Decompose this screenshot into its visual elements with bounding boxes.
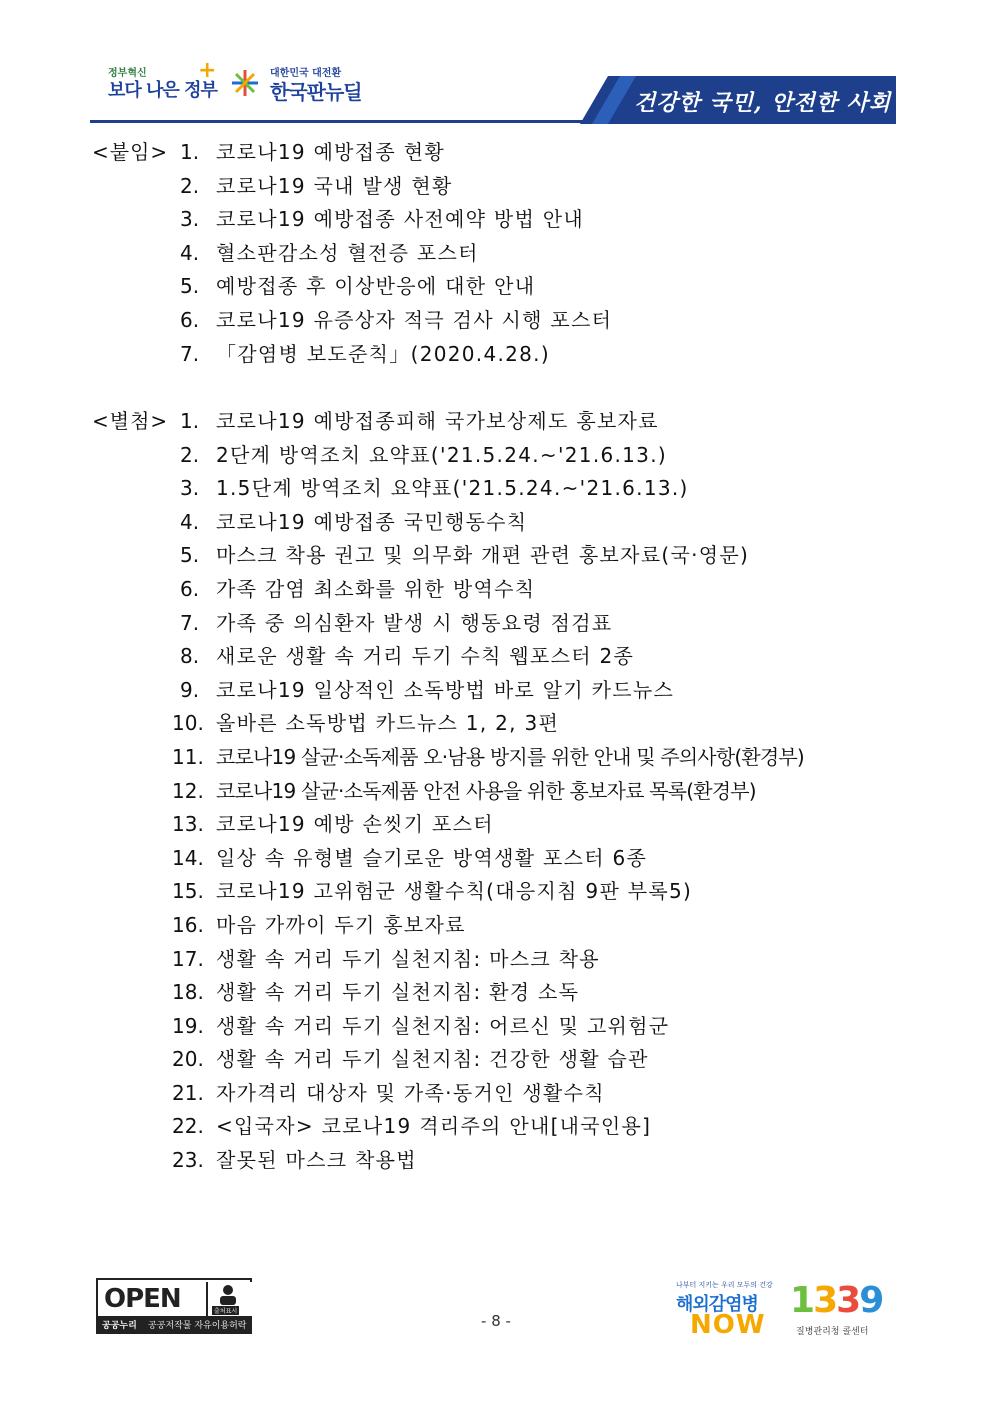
item-number: 10. bbox=[172, 711, 204, 736]
item-text: 코로나19 유증상자 적극 검사 시행 포스터 bbox=[216, 307, 613, 332]
section-tag: <붙임> bbox=[92, 140, 169, 164]
item-text: 1.5단계 방역조치 요약표('21.5.24.~'21.6.13.) bbox=[216, 476, 689, 501]
logo-1339-digit-1: 1 bbox=[790, 1280, 814, 1321]
item-text: 코로나19 일상적인 소독방법 바로 알기 카드뉴스 bbox=[216, 677, 675, 702]
item-text: 마스크 착용 권고 및 의무화 개편 관련 홍보자료(국·영문) bbox=[216, 543, 750, 568]
item-number: 19. bbox=[172, 1013, 204, 1038]
item-number: 14. bbox=[172, 845, 204, 870]
korean-new-deal-logo bbox=[230, 60, 370, 110]
overseas-infection-now-logo bbox=[676, 1280, 776, 1340]
call-center-label: 질병관리청 콜센터 bbox=[796, 1327, 869, 1337]
item-number: 12. bbox=[172, 778, 204, 803]
item-number: 2. bbox=[180, 442, 200, 467]
item-text: 마음 가까이 두기 홍보자료 bbox=[216, 912, 466, 937]
government-innovation-logo bbox=[108, 60, 218, 110]
page-header bbox=[0, 0, 992, 130]
item-text: 코로나19 고위험군 생활수칙(대응지침 9판 부록5) bbox=[216, 879, 693, 904]
item-text: 새로운 생활 속 거리 두기 수칙 웹포스터 2종 bbox=[216, 644, 635, 669]
sparkle-icon bbox=[230, 68, 260, 98]
open-word: OPEN bbox=[104, 1284, 181, 1314]
item-text: 코로나19 예방접종피해 국가보상제도 홍보자료 bbox=[216, 409, 659, 433]
item-number: 3. bbox=[180, 207, 200, 232]
item-number: 7. bbox=[180, 341, 200, 366]
item-text: 코로나19 살균·소독제품 안전 사용을 위한 홍보자료 목록(환경부) bbox=[216, 778, 756, 803]
item-text: 잘못된 마스크 착용법 bbox=[216, 1148, 417, 1173]
item-number: 6. bbox=[180, 576, 200, 601]
item-number: 2. bbox=[180, 173, 200, 198]
item-text: 코로나19 예방접종 사전예약 방법 안내 bbox=[216, 207, 584, 232]
now-tagline: 나부터 지키는 우리 모두의 건강 bbox=[676, 1281, 773, 1289]
header-rule bbox=[90, 120, 590, 123]
plus-icon: + bbox=[198, 58, 217, 83]
item-number: 21. bbox=[172, 1080, 204, 1105]
logo-1339-digits bbox=[790, 1280, 882, 1321]
item-text: 코로나19 국내 발생 현황 bbox=[216, 173, 453, 198]
item-text: 코로나19 예방 손씻기 포스터 bbox=[216, 812, 494, 837]
logo-1339-digit-2: 3 bbox=[813, 1280, 837, 1321]
item-text: 가족 중 의심환자 발생 시 행동요령 점검표 bbox=[216, 610, 613, 635]
item-text: 올바른 소독방법 카드뉴스 1, 2, 3편 bbox=[216, 711, 560, 736]
item-number: 8. bbox=[180, 644, 200, 669]
item-number: 4. bbox=[180, 240, 200, 265]
item-number: 22. bbox=[172, 1114, 204, 1139]
item-number: 7. bbox=[180, 610, 200, 635]
item-number: 11. bbox=[172, 744, 204, 769]
item-number: 1. bbox=[180, 140, 200, 164]
banner-text: 건강한 국민, 안전한 사회 bbox=[634, 90, 892, 116]
item-text: 혈소판감소성 혈전증 포스터 bbox=[216, 240, 479, 265]
item-number: 6. bbox=[180, 307, 200, 332]
item-number: 20. bbox=[172, 1047, 204, 1072]
kogl-label: 공공누리 bbox=[102, 1321, 137, 1331]
item-number: 16. bbox=[172, 912, 204, 937]
item-text: 코로나19 예방접종 현황 bbox=[216, 140, 445, 164]
item-text: 일상 속 유형별 슬기로운 방역생활 포스터 6종 bbox=[216, 845, 648, 870]
person-icon bbox=[206, 1282, 252, 1316]
logo-middle-big-text: 한국판뉴딜 bbox=[270, 80, 362, 104]
item-number: 23. bbox=[172, 1148, 204, 1173]
attribution-label: 출처표시 bbox=[214, 1308, 238, 1315]
slogan-banner bbox=[580, 76, 896, 124]
item-text: 「감염병 보도준칙」(2020.4.28.) bbox=[216, 341, 550, 366]
item-number: 13. bbox=[172, 812, 204, 837]
section-tag: <별첨> bbox=[92, 409, 169, 433]
logo-left-small-text: 정부혁신 bbox=[108, 68, 147, 79]
item-text: 생활 속 거리 두기 실천지침: 환경 소독 bbox=[216, 980, 580, 1005]
logo-left-big-text: 보다 나은 정부 bbox=[108, 80, 217, 101]
kogl-description: 공공저작물 자유이용허락 bbox=[148, 1321, 247, 1331]
now-title: 해외감염병 bbox=[676, 1294, 758, 1315]
item-text: 가족 감염 최소화를 위한 방역수칙 bbox=[216, 576, 536, 601]
logo-middle-small-text: 대한민국 대전환 bbox=[270, 68, 342, 79]
item-text: 2단계 방역조치 요약표('21.5.24.~'21.6.13.) bbox=[216, 442, 667, 467]
item-text: 생활 속 거리 두기 실천지침: 마스크 착용 bbox=[216, 946, 600, 971]
item-text: 자가격리 대상자 및 가족·동거인 생활수칙 bbox=[216, 1080, 605, 1105]
item-text: 생활 속 거리 두기 실천지침: 건강한 생활 습관 bbox=[216, 1047, 649, 1072]
kdca-1339-logo bbox=[790, 1280, 900, 1340]
logo-1339-digit-4: 9 bbox=[859, 1280, 883, 1321]
item-number: 15. bbox=[172, 879, 204, 904]
item-number: 5. bbox=[180, 543, 200, 568]
item-number: 1. bbox=[180, 409, 200, 433]
item-number: 18. bbox=[172, 980, 204, 1005]
item-number: 17. bbox=[172, 946, 204, 971]
item-number: 9. bbox=[180, 677, 200, 702]
item-number: 3. bbox=[180, 476, 200, 501]
item-text: 코로나19 예방접종 국민행동수칙 bbox=[216, 509, 528, 534]
page-number: - 8 - bbox=[481, 1312, 511, 1330]
item-number: 4. bbox=[180, 509, 200, 534]
item-text: <입국자> 코로나19 격리주의 안내[내국인용] bbox=[216, 1114, 652, 1139]
item-text: 코로나19 살균·소독제품 오·남용 방지를 위한 안내 및 주의사항(환경부) bbox=[216, 744, 804, 769]
item-text: 생활 속 거리 두기 실천지침: 어르신 및 고위험군 bbox=[216, 1013, 670, 1038]
now-word: NOW bbox=[690, 1310, 766, 1340]
item-text: 예방접종 후 이상반응에 대한 안내 bbox=[216, 274, 536, 299]
kogl-open-license-badge bbox=[96, 1278, 252, 1334]
logo-1339-digit-3: 3 bbox=[836, 1280, 860, 1321]
item-number: 5. bbox=[180, 274, 200, 299]
